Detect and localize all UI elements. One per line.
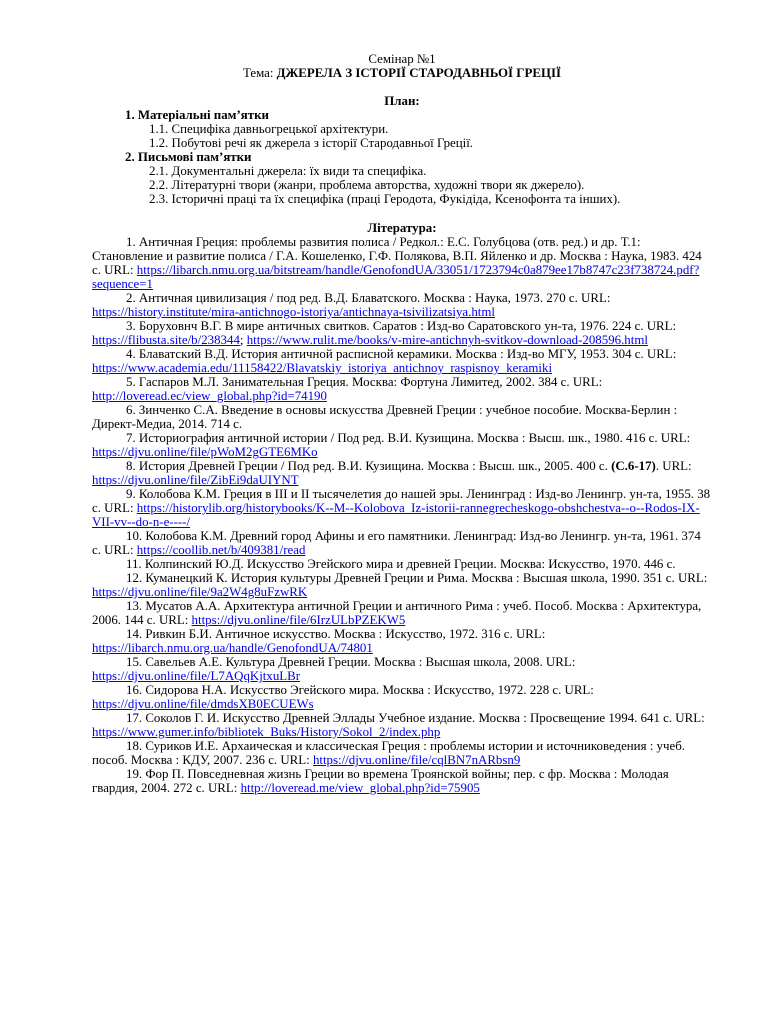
reference-text: 13. Мусатов А.А. Архитектура античной Греции и античного Рима : учеб. Пособ. Москва : Архитектура, 2006. 144 с. URL: <box>92 599 702 627</box>
document-page <box>92 52 712 795</box>
topic-prefix: Тема: <box>242 66 277 80</box>
reference-item <box>92 739 712 767</box>
reference-text: 18. Суриков И.Е. Архаическая и классическая Греция : проблемы истории и источниковедения : учеб. пособ. Москва : КДУ, 2007. 236 с. URL: <box>92 739 685 767</box>
reference-text: 9. Колобова К.М. Греция в III и II тысячелетия до нашей эры. Ленинград : Изд-во Ленингр. ун-та, 1955. 38 с. URL: <box>92 487 711 515</box>
reference-link[interactable]: https://www.gumer.info/bibliotek_Buks/History/Sokol_2/index.php <box>92 725 441 739</box>
seminar-title: Семінар №1 <box>368 52 436 66</box>
reference-text: 3. Боруховнч В.Г. В мире античных свитков. Саратов : Изд-во Саратовского ун-та, 1976. 224 с. URL: <box>126 319 677 333</box>
reference-item <box>92 431 712 459</box>
reference-link[interactable]: https://libarch.nmu.org.ua/bitstream/handle/GenofondUA/33051/1723794c0a879ee17b8747c23f738724.pdf?sequence=1 <box>92 263 700 291</box>
plan-heading: План: <box>384 94 420 108</box>
link-separator: ; <box>239 333 247 347</box>
reference-item <box>92 347 712 375</box>
reference-item <box>92 627 712 655</box>
reference-text: 14. Ривкин Б.И. Античное искусство. Москва : Искусство, 1972. 316 с. URL: <box>126 627 546 641</box>
plan-item-1-2: 1.2. Побутові речі як джерела з історії Стародавньої Греції. <box>149 136 474 150</box>
reference-link[interactable]: https://djvu.online/file/ZibEi9daUIYNT <box>92 473 299 487</box>
reference-text: 10. Колобова К.М. Древний город Афины и его памятники. Ленинград: Изд-во Ленингр. ун-та, 1961. 374 с. URL: <box>92 529 701 557</box>
reference-link[interactable]: https://libarch.nmu.org.ua/handle/GenofondUA/74801 <box>92 641 373 655</box>
reference-pages: (С.6-17) <box>611 459 656 473</box>
reference-item <box>92 403 712 431</box>
reference-item <box>92 655 712 683</box>
reference-item <box>92 767 712 795</box>
plan-section-1: 1. Матеріальні пам’ятки <box>125 108 269 122</box>
reference-text: 15. Савельев А.Е. Культура Древней Греции. Москва : Высшая школа, 2008. URL: <box>126 655 576 669</box>
reference-text: 2. Античная цивилизация / под ред. В.Д. Блаватского. Москва : Наука, 1973. 270 с. URL: <box>126 291 611 305</box>
topic-title: ДЖЕРЕЛА З ІСТОРІЇ СТАРОДАВНЬОЇ ГРЕЦІЇ <box>276 66 562 80</box>
topic-line <box>92 66 712 80</box>
reference-text: 5. Гаспаров М.Л. Занимательная Греция. Москва: Фортуна Лимитед, 2002. 384 с. URL: <box>126 375 603 389</box>
literature-list <box>92 235 712 795</box>
reference-link[interactable]: https://flibusta.site/b/238344 <box>92 333 240 347</box>
reference-item <box>92 235 712 291</box>
reference-item <box>92 487 712 529</box>
reference-link[interactable]: https://historylib.org/historybooks/K--M--Kolobova_Iz-istorii-rannegrecheskogo-obshchestva--o--Rodos-IX-VII-vv--do-n-e----/ <box>92 501 700 529</box>
reference-text: 8. История Древней Греции / Под ред. В.И. Кузищина. Москва : Высш. шк., 2005. 400 с. <box>126 459 612 473</box>
reference-link[interactable]: https://djvu.online/file/6IrzULbPZEKW5 <box>191 613 406 627</box>
reference-item <box>92 291 712 319</box>
reference-link[interactable]: https://djvu.online/file/9a2W4g8uFzwRK <box>92 585 308 599</box>
plan-item-2-1: 2.1. Документальні джерела: їх види та специфіка. <box>149 164 427 178</box>
reference-item <box>92 599 712 627</box>
reference-item <box>92 375 712 403</box>
reference-text: 19. Фор П. Повседневная жизнь Греции во времена Троянской войны; пер. с фр. Москва : Молодая гвардия, 2004. 272 с. URL: <box>92 767 669 795</box>
reference-link[interactable]: https://www.rulit.me/books/v-mire-antichnyh-svitkov-download-208596.html <box>246 333 648 347</box>
reference-text: 17. Соколов Г. И. Искусство Древней Эллады Учебное издание. Москва : Просвещение 1994. 641 с. URL: <box>126 711 705 725</box>
reference-text: 11. Колпинский Ю.Д. Искусство Эгейского мира и древней Греции. Москва: Искусство, 1970. 446 с. <box>126 557 676 571</box>
reference-item <box>92 571 712 599</box>
reference-text: 4. Блаватский В.Д. История античной расписной керамики. Москва : Изд-во МГУ, 1953. 304 с. URL: <box>126 347 677 361</box>
reference-text: 1. Античная Греция: проблемы развития полиса / Редкол.: Е.С. Голубцова (отв. ред.) и др. Т.1: Становление и развитие полиса / Г.А. Кошеленко, Г.Ф. Полякова, В.П. Яйленко и др. Москва : Наука, 1983. 424 с. URL: <box>92 235 702 277</box>
reference-text: 12. Куманецкий К. История культуры Древней Греции и Рима. Москва : Высшая школа, 1990. 351 с. URL: <box>126 571 708 585</box>
reference-link[interactable]: http://loveread.me/view_global.php?id=75905 <box>240 781 480 795</box>
reference-link[interactable]: https://djvu.online/file/pWoM2gGTE6MKo <box>92 445 318 459</box>
reference-link[interactable]: http://loveread.ec/view_global.php?id=74190 <box>92 389 327 403</box>
reference-item <box>92 557 712 571</box>
plan-section-2: 2. Письмові пам’ятки <box>125 150 252 164</box>
reference-item <box>92 529 712 557</box>
reference-link[interactable]: https://djvu.online/file/cqlBN7nARbsn9 <box>312 753 521 767</box>
reference-text: 16. Сидорова Н.А. Искусство Эгейского мира. Москва : Искусство, 1972. 228 с. URL: <box>126 683 594 697</box>
reference-link[interactable]: https://www.academia.edu/11158422/Blavatskiy_istoriya_antichnoy_raspisnoy_keramiki <box>92 361 553 375</box>
reference-item <box>92 319 712 347</box>
plan-item-1-1: 1.1. Специфіка давньогрецької архітектури. <box>149 122 389 136</box>
reference-link[interactable]: https://history.institute/mira-antichnogo-istoriya/antichnaya-tsivilizatsiya.html <box>92 305 495 319</box>
plan-item-2-3: 2.3. Історичні праці та їх специфіка (праці Геродота, Фукідіда, Ксенофонта та інших). <box>149 192 621 206</box>
reference-link[interactable]: https://coollib.net/b/409381/read <box>136 543 306 557</box>
reference-item <box>92 683 712 711</box>
plan-item-2-2: 2.2. Літературні твори (жанри, проблема авторства, художні твори як джерело). <box>149 178 585 192</box>
reference-text: 6. Зинченко С.А. Введение в основы искусства Древней Греции : учебное пособие. Москва-Берлин : Директ-Медиа, 2014. 714 с. <box>92 403 678 431</box>
reference-item <box>92 459 712 487</box>
reference-url-label: . URL: <box>655 459 692 473</box>
reference-item <box>92 711 712 739</box>
reference-link[interactable]: https://djvu.online/file/L7AQqKjtxuLBr <box>92 669 301 683</box>
literature-heading: Література: <box>367 221 437 235</box>
reference-link[interactable]: https://djvu.online/file/dmdsXB0ECUEWs <box>92 697 314 711</box>
reference-text: 7. Историография античной истории / Под ред. В.И. Кузищина. Москва : Высш. шк., 1980. 416 с. URL: <box>126 431 691 445</box>
